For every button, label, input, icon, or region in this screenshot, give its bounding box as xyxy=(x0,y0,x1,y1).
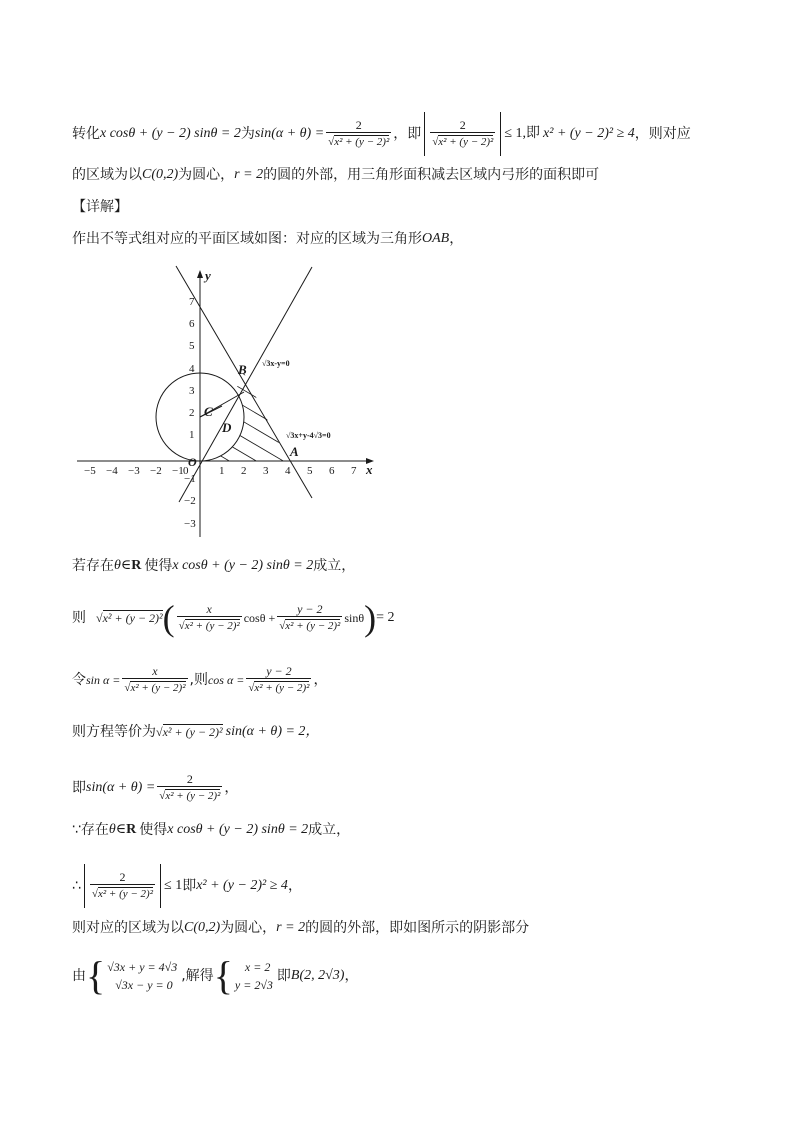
point-label-b: B xyxy=(238,362,247,377)
x-tick: 4 xyxy=(285,465,291,477)
equation: √3x + y = 4√3 xyxy=(107,960,178,974)
brace: { xyxy=(86,953,106,998)
formula: sinθ xyxy=(344,611,365,625)
x-tick: −2 xyxy=(150,465,162,477)
formula: x cosθ + (y − 2) sinθ = 2 xyxy=(167,822,309,837)
text: 转化 xyxy=(72,126,100,142)
text: 即 xyxy=(182,878,197,894)
text-line-4 xyxy=(72,556,355,576)
x-tick: −1 xyxy=(172,465,184,477)
formula: ≤ 1,即 xyxy=(504,126,541,141)
formula: x cosθ + (y − 2) sinθ = 2 xyxy=(100,126,241,141)
solution-system xyxy=(235,958,273,994)
formula: sin α = xyxy=(86,673,121,687)
denominator: √x² + (y − 2)² xyxy=(430,132,495,150)
text: ， xyxy=(344,968,359,984)
numerator: x xyxy=(206,602,212,616)
text-line-11 xyxy=(72,918,529,938)
fraction xyxy=(326,118,391,150)
formula: B(2, 2√3) xyxy=(290,968,345,983)
formula: x² + (y − 2)² ≥ 4 xyxy=(196,878,288,893)
fraction xyxy=(246,664,311,696)
text: 则方程等价为 xyxy=(72,724,156,740)
numerator: 2 xyxy=(186,772,193,786)
section-heading xyxy=(72,197,128,217)
x-tick: −3 xyxy=(128,465,140,477)
formula: x² + (y − 2)² ≥ 4 xyxy=(543,126,635,141)
radicand: x² + (y − 2)² xyxy=(334,136,390,148)
formula: r = 2 xyxy=(234,167,264,182)
text-line-2 xyxy=(72,165,599,185)
text-line-9 xyxy=(72,820,350,840)
formula: R xyxy=(126,822,137,837)
y-tick: −3 xyxy=(184,518,196,530)
text: 即 xyxy=(276,968,291,984)
text: 若存在 xyxy=(72,558,114,574)
text-line-12 xyxy=(72,953,359,998)
text: ，则对应 xyxy=(634,126,691,142)
point-label-a: A xyxy=(290,444,299,459)
x-tick: 3 xyxy=(263,465,269,477)
formula: C(0,2) xyxy=(142,167,179,182)
numerator: x xyxy=(152,664,158,678)
radicand: x² + (y − 2)² xyxy=(254,682,310,694)
text-line-8 xyxy=(72,772,238,804)
radicand: x² + (y − 2)² xyxy=(438,136,494,148)
x-tick: 6 xyxy=(329,465,335,477)
text: 使得 xyxy=(144,558,173,574)
y-tick: 2 xyxy=(189,407,195,419)
text: ∴ xyxy=(72,878,81,894)
equation: x = 2 xyxy=(244,960,271,974)
line-label-1: √3x-y=0 xyxy=(262,359,290,368)
y-axis-arrow xyxy=(197,270,203,278)
text: 的区域为以 xyxy=(72,167,142,183)
paren-close: ) xyxy=(364,598,377,638)
numerator: 2 xyxy=(355,118,362,132)
fraction xyxy=(177,602,242,634)
origin-label: O xyxy=(188,455,197,469)
denominator: √x² + (y − 2)² xyxy=(157,786,222,804)
formula: sin(α + θ) = 2， xyxy=(225,724,320,739)
y-tick: 4 xyxy=(189,363,195,375)
text: 为 xyxy=(240,126,255,142)
text: 使得 xyxy=(139,822,168,838)
text: 则 xyxy=(72,610,86,626)
numerator: y − 2 xyxy=(266,664,292,678)
text: 即 xyxy=(72,780,86,796)
radicand: x² + (y − 2)² xyxy=(184,620,240,632)
text-line-7 xyxy=(72,722,319,742)
numerator: 2 xyxy=(119,870,126,884)
formula: R xyxy=(131,558,142,573)
text: ,则 xyxy=(189,672,208,688)
x-tick: −4 xyxy=(106,465,118,477)
absolute-value xyxy=(84,864,161,908)
radicand: x² + (y − 2)² xyxy=(130,682,186,694)
text: 成立， xyxy=(313,558,356,574)
x-tick: 7 xyxy=(351,465,357,477)
denominator: √x² + (y − 2)² xyxy=(122,678,187,696)
y-tick: −1 xyxy=(184,473,196,485)
text: ,解得 xyxy=(181,968,214,984)
denominator: √x² + (y − 2)² xyxy=(90,884,155,902)
numerator: 2 xyxy=(459,118,466,132)
denominator: √x² + (y − 2)² xyxy=(246,678,311,696)
fraction xyxy=(157,772,222,804)
equation: y = 2√3 xyxy=(234,978,273,992)
text-line-1 xyxy=(72,112,691,156)
x-tick: 1 xyxy=(219,465,225,477)
text: 的圆的外部，即如图所示的阴影部分 xyxy=(305,920,530,936)
y-tick: 6 xyxy=(189,318,195,330)
y-tick: −2 xyxy=(184,495,196,507)
text: 为圆心， xyxy=(220,920,277,936)
text: ， xyxy=(287,878,302,894)
x-tick: 2 xyxy=(241,465,247,477)
radicand: x² + (y − 2)² xyxy=(102,611,163,625)
paren-open: ( xyxy=(162,598,175,638)
text: 作出不等式组对应的平面区域如图：对应的区域为三角形 xyxy=(72,231,422,247)
fraction xyxy=(90,870,155,902)
formula: θ∈ xyxy=(114,558,132,573)
formula: OAB xyxy=(422,231,450,246)
formula: cosθ + xyxy=(243,611,276,625)
formula: sin(α + θ) = xyxy=(254,126,325,141)
radicand: x² + (y − 2)² xyxy=(285,620,341,632)
text: 则对应的区域为以 xyxy=(72,920,184,936)
line-label-2: √3x+y-4√3=0 xyxy=(286,431,331,440)
radicand: x² + (y − 2)² xyxy=(162,725,223,739)
text: ， xyxy=(313,672,328,688)
point-label-c: C xyxy=(204,404,213,419)
text: 为圆心， xyxy=(178,167,235,183)
text: 由 xyxy=(72,968,86,984)
numerator: y − 2 xyxy=(297,602,323,616)
text-line-5 xyxy=(72,600,395,636)
formula: sin(α + θ) = xyxy=(86,780,156,795)
formula: θ∈ xyxy=(108,822,127,837)
formula: x cosθ + (y − 2) sinθ = 2 xyxy=(172,558,314,573)
formula: C(0,2) xyxy=(184,920,221,935)
fraction xyxy=(122,664,187,696)
region-figure xyxy=(72,262,382,542)
text-line-6 xyxy=(72,664,327,696)
denominator: √x² + (y − 2)² xyxy=(177,616,242,634)
x-tick: −5 xyxy=(84,465,96,477)
text: 成立， xyxy=(308,822,351,838)
formula: r = 2 xyxy=(276,920,306,935)
text: 令 xyxy=(72,672,86,688)
y-tick: 7 xyxy=(189,296,195,308)
y-tick: 1 xyxy=(189,429,195,441)
text: ，即 xyxy=(393,126,422,142)
y-tick: 5 xyxy=(189,340,195,352)
formula: ≤ 1 xyxy=(164,878,183,893)
y-axis-label: y xyxy=(205,268,211,283)
sqrt-expression: √x² + (y − 2)² xyxy=(96,611,163,625)
text: ， xyxy=(224,780,239,796)
radicand: x² + (y − 2)² xyxy=(97,888,154,900)
equation: √3x − y = 0 xyxy=(115,978,173,992)
point-label-d: D xyxy=(222,420,232,435)
text-line-3 xyxy=(72,229,463,249)
fraction xyxy=(430,118,495,150)
absolute-value xyxy=(424,112,501,156)
text: ， xyxy=(449,231,464,247)
text-line-10 xyxy=(72,864,302,908)
denominator: √x² + (y − 2)² xyxy=(326,132,391,150)
heading-text: 【详解】 xyxy=(72,199,128,215)
sqrt-expression: √x² + (y − 2)² xyxy=(156,725,223,739)
equation-system xyxy=(107,958,177,994)
fraction xyxy=(277,602,342,634)
x-tick: 0 xyxy=(183,465,189,477)
x-tick: 5 xyxy=(307,465,313,477)
y-tick: 3 xyxy=(189,385,195,397)
radicand: x² + (y − 2)² xyxy=(165,790,221,802)
formula: = 2 xyxy=(376,610,395,625)
denominator: √x² + (y − 2)² xyxy=(277,616,342,634)
formula: cos α = xyxy=(207,673,245,687)
text: 的圆的外部，用三角形面积减去区域内弓形的面积即可 xyxy=(263,167,600,183)
text: ∵存在 xyxy=(72,822,109,838)
brace: { xyxy=(213,953,233,998)
x-axis-label: x xyxy=(366,462,373,477)
